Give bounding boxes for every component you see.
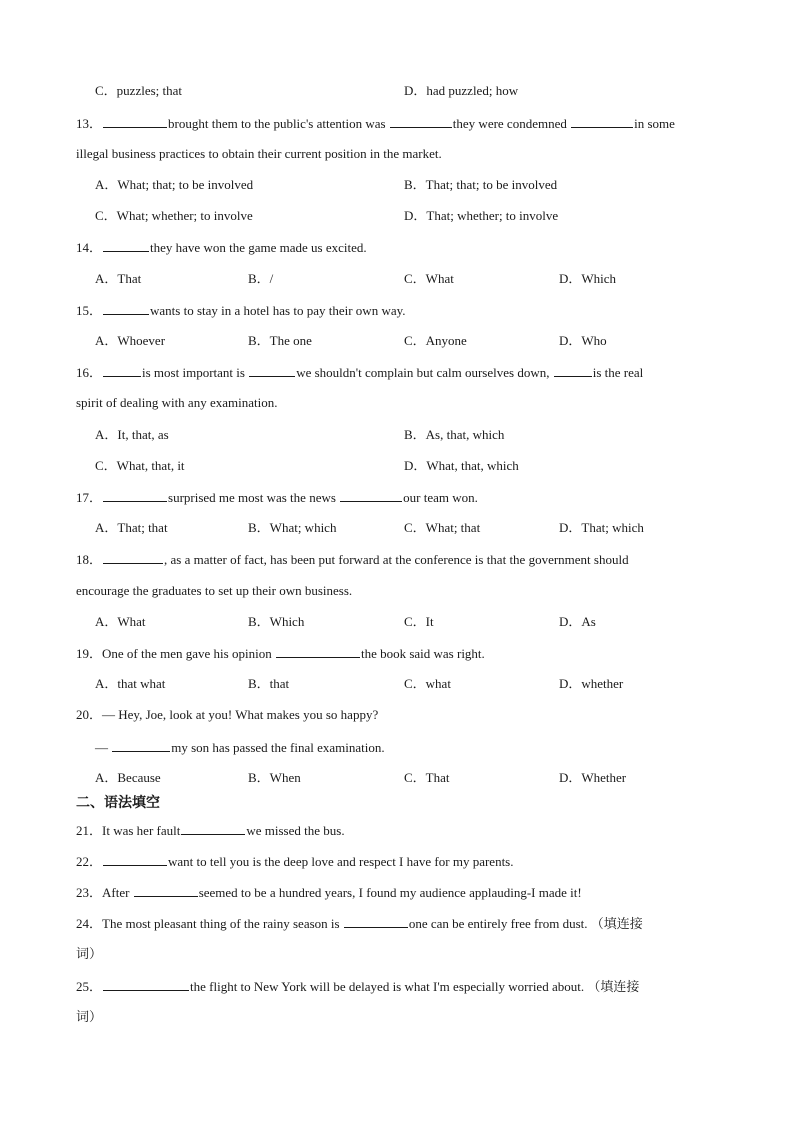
q17-stem	[76, 489, 478, 506]
q17-option-d: D．That; which	[559, 520, 644, 535]
q18-stem-line2: encourage the graduates to set up their own business.	[76, 583, 353, 598]
q19-option-a: A．that what	[95, 676, 166, 691]
q13-text-a: brought them to the public's attention was	[168, 116, 389, 131]
q13-option-b: B．That; that; to be involved	[404, 177, 558, 192]
q18-option-c: C．It	[404, 614, 434, 629]
q14-option-c: C．What	[404, 271, 454, 286]
q16-number: 16．	[76, 365, 103, 380]
q20-dash: —	[95, 740, 112, 755]
q17-option-c: C．What; that	[404, 520, 481, 535]
q15-number: 15．	[76, 303, 103, 318]
q17-number: 17．	[76, 490, 103, 505]
q15-option-b: B．The one	[248, 333, 312, 348]
q16-blank-3	[554, 364, 592, 377]
q16-stem-line2: spirit of dealing with any examination.	[76, 395, 278, 410]
q13-blank-3	[571, 115, 633, 128]
q19-text-a: One of the men gave his opinion	[102, 646, 275, 661]
q19-text-b: the book said was right.	[360, 646, 485, 661]
q25-text: the flight to New York will be delayed is what I'm especially worried about. （填连接	[190, 979, 640, 994]
q16-stem-line1	[76, 364, 643, 381]
q20-blank	[112, 739, 170, 752]
q24-text-b: one can be entirely free from dust. （填连接	[408, 916, 643, 931]
q22-number: 22．	[76, 854, 103, 869]
q14-number: 14．	[76, 240, 103, 255]
q14-blank	[103, 239, 149, 252]
q20-option-a: A．Because	[95, 770, 161, 785]
q23-number: 23．	[76, 885, 103, 900]
q25-number: 25．	[76, 979, 103, 994]
q19-option-c: C．what	[404, 676, 451, 691]
q13-blank-1	[103, 115, 167, 128]
q14-option-b: B．/	[248, 271, 274, 286]
q25-stem-line2: 词）	[76, 1009, 103, 1024]
q13-option-d: D．That; whether; to involve	[404, 208, 559, 223]
q15-text: wants to stay in a hotel has to pay their own way.	[150, 303, 406, 318]
q16-blank-1	[103, 364, 141, 377]
q25-blank	[103, 978, 189, 991]
q20-option-c: C．That	[404, 770, 450, 785]
q15-option-c: C．Anyone	[404, 333, 467, 348]
q23-text-b: seemed to be a hundred years, I found my audience applauding-I made it!	[198, 885, 582, 900]
q16-option-c: C．What, that, it	[95, 458, 185, 473]
q12-option-c: C．puzzles; that	[95, 83, 183, 98]
q20-number: 20．	[76, 707, 103, 722]
q24-blank	[344, 915, 408, 928]
q13-stem-line1	[76, 115, 675, 132]
q21-stem	[76, 822, 345, 839]
q19-blank	[276, 645, 360, 658]
q24-stem-line2: 词）	[76, 946, 103, 961]
q24-text-a: The most pleasant thing of the rainy season is	[102, 916, 343, 931]
q21-text-a: It was her fault	[102, 823, 181, 838]
q13-stem-line2: illegal business practices to obtain their current position in the market.	[76, 146, 442, 161]
q20-option-b: B．When	[248, 770, 301, 785]
q19-stem	[76, 645, 485, 662]
q21-text-b: we missed the bus.	[246, 823, 345, 838]
q15-option-a: A．Whoever	[95, 333, 166, 348]
q20-text: — Hey, Joe, look at you! What makes you so happy?	[102, 707, 379, 722]
q14-option-a: A．That	[95, 271, 142, 286]
q14-option-d: D．Which	[559, 271, 617, 286]
q17-option-b: B．What; which	[248, 520, 337, 535]
q20-stem-line2	[95, 739, 385, 756]
q18-stem-line1	[76, 551, 629, 568]
q22-text: want to tell you is the deep love and respect I have for my parents.	[168, 854, 514, 869]
q12-option-d: D．had puzzled; how	[404, 83, 519, 98]
q13-number: 13．	[76, 116, 103, 131]
q15-option-d: D．Who	[559, 333, 607, 348]
q17-blank-1	[103, 489, 167, 502]
q13-option-c: C．What; whether; to involve	[95, 208, 253, 223]
q22-stem	[76, 853, 514, 870]
q16-option-b: B．As, that, which	[404, 427, 505, 442]
q13-text-b: they were condemned	[452, 116, 571, 131]
q15-blank	[103, 302, 149, 315]
q17-blank-2	[340, 489, 402, 502]
q16-text-a: is most important is	[142, 365, 249, 380]
q21-blank	[181, 822, 245, 835]
q24-number: 24．	[76, 916, 103, 931]
q14-stem	[76, 239, 367, 256]
q16-text-b: we shouldn't complain but calm ourselves down,	[296, 365, 553, 380]
q13-blank-2	[390, 115, 452, 128]
q16-text-c: is the real	[592, 365, 644, 380]
q18-number: 18．	[76, 552, 103, 567]
q13-option-a: A．What; that; to be involved	[95, 177, 254, 192]
q15-stem	[76, 302, 406, 319]
q25-stem-line1	[76, 978, 639, 995]
q19-number: 19．	[76, 646, 103, 661]
q24-stem-line1	[76, 915, 643, 932]
q14-text: they have won the game made us excited.	[150, 240, 367, 255]
q20-option-d: D．Whether	[559, 770, 627, 785]
q17-text-b: our team won.	[403, 490, 478, 505]
q18-option-b: B．Which	[248, 614, 305, 629]
q19-option-d: D．whether	[559, 676, 624, 691]
q18-option-a: A．What	[95, 614, 146, 629]
section-2-title: 二、语法填空	[76, 795, 160, 811]
q19-option-b: B．that	[248, 676, 290, 691]
q17-text-a: surprised me most was the news	[168, 490, 340, 505]
q20-stem-line1	[76, 707, 378, 723]
q16-option-d: D．What, that, which	[404, 458, 519, 473]
q20-text-b: my son has passed the final examination.	[171, 740, 385, 755]
q21-number: 21．	[76, 823, 103, 838]
q17-option-a: A．That; that	[95, 520, 168, 535]
q23-text-a: After	[102, 885, 133, 900]
q16-blank-2	[249, 364, 295, 377]
q23-stem	[76, 884, 582, 901]
q18-text: , as a matter of fact, has been put forward at the conference is that the government should	[164, 552, 629, 567]
q18-blank	[103, 551, 163, 564]
q23-blank	[134, 884, 198, 897]
q18-option-d: D．As	[559, 614, 596, 629]
q16-option-a: A．It, that, as	[95, 427, 169, 442]
q22-blank	[103, 853, 167, 866]
q13-text-c: in some	[634, 116, 675, 131]
